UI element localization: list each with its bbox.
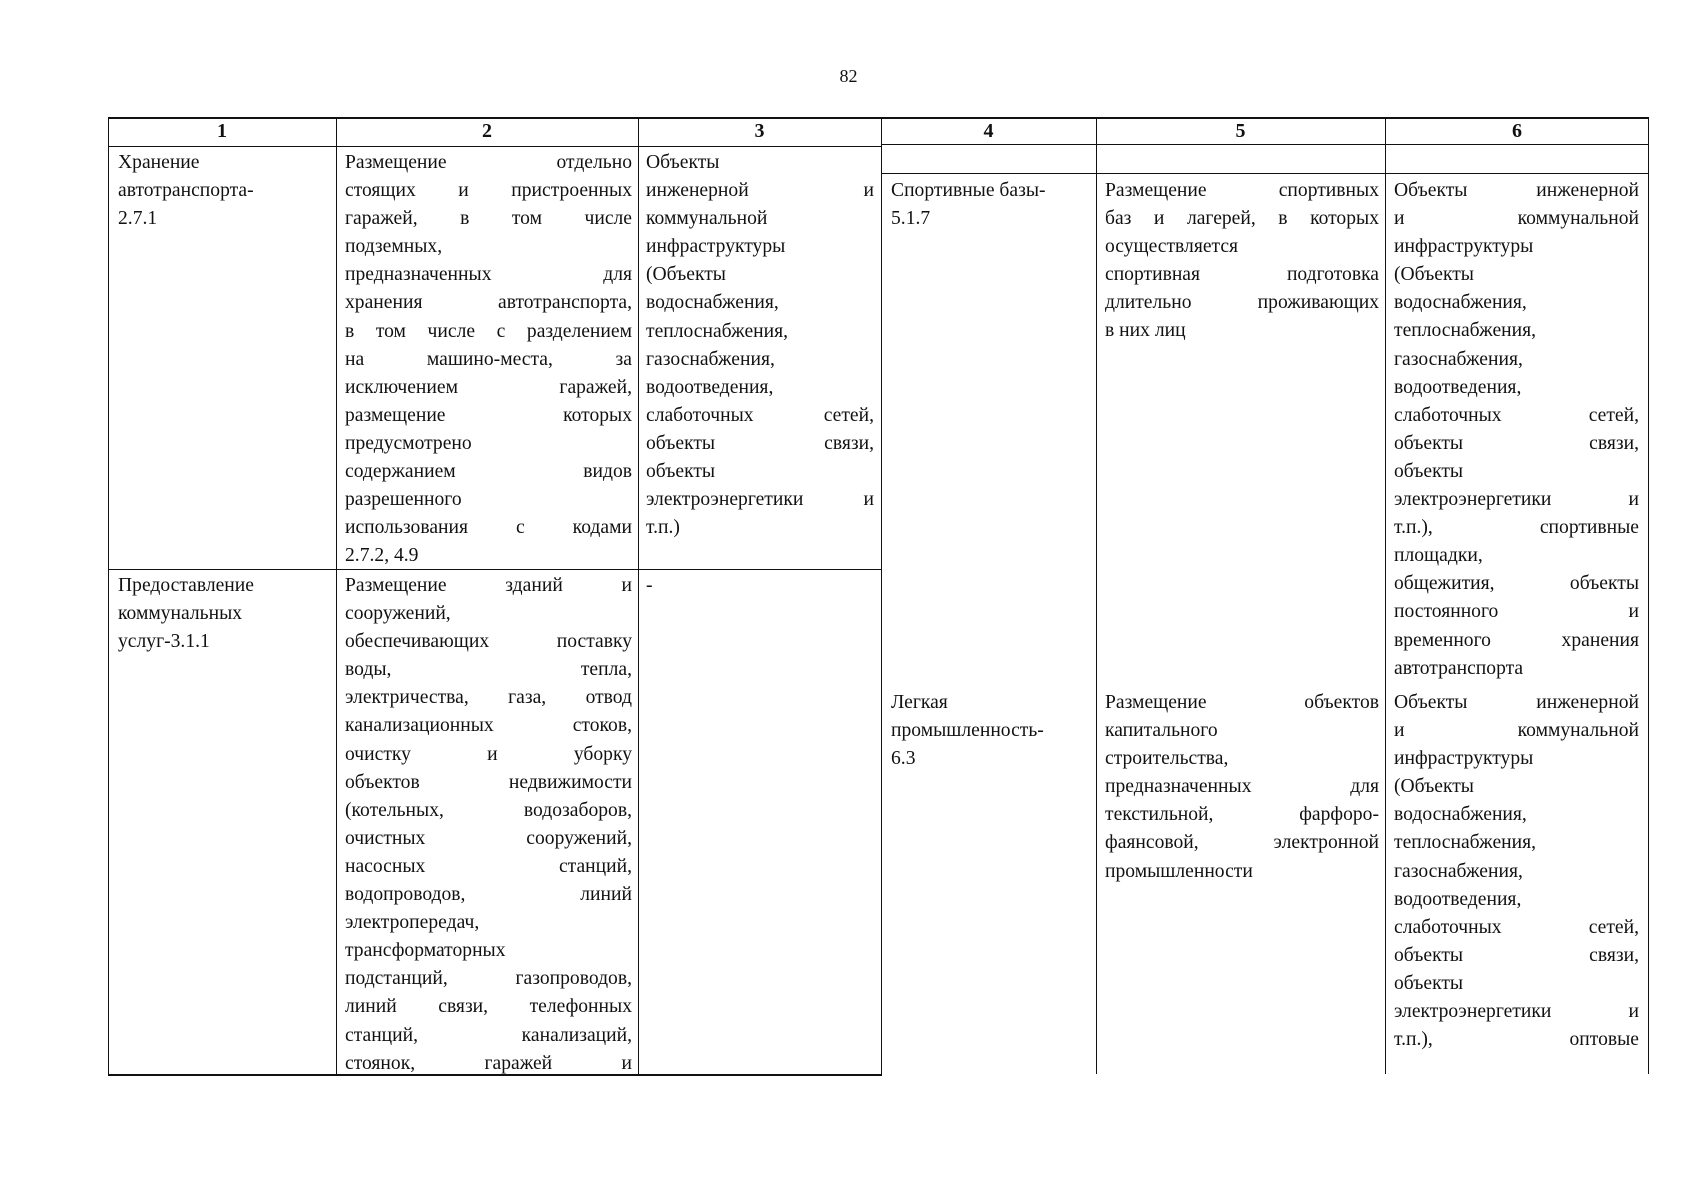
cell-line: водопроводов, линий — [345, 884, 632, 906]
cell-line: объектов недвижимости — [345, 771, 632, 793]
cell-line: Размещение зданий и — [345, 575, 632, 596]
cell-line: 2.7.2, 4.9 — [345, 545, 419, 567]
cell-line: сооружений, — [345, 603, 451, 625]
cell-line: теплоснабжения, — [1394, 320, 1537, 342]
cell-line: предназначенных для — [345, 264, 632, 286]
cell-line: Объекты — [646, 152, 720, 173]
row3-col4-cell — [891, 177, 1089, 233]
cell-line: длительно проживающих — [1105, 292, 1379, 314]
row1-col1-cell — [118, 149, 328, 233]
cell-line: автотранспорта — [1394, 657, 1524, 679]
col-border-0 — [108, 117, 109, 1076]
cell-line: стоящих и пристроенных — [345, 180, 632, 202]
page-number: 82 — [839, 66, 858, 86]
header-col-2: 2 — [482, 120, 492, 142]
cell-line: использования с кодами — [345, 517, 632, 539]
cell-line: обеспечивающих поставку — [345, 631, 632, 653]
cell-line: водоотведения, — [1394, 376, 1522, 398]
cell-line: (Объекты — [1394, 776, 1474, 798]
row4-col5-cell — [1105, 689, 1379, 886]
cell-line: 2.7.1 — [118, 208, 158, 230]
cell-line: т.п.) — [646, 517, 680, 539]
cell-line: Спортивные базы- — [891, 180, 1046, 201]
cell-line: промышленность- — [891, 720, 1044, 742]
cell-line: инженерной и — [646, 180, 874, 202]
cell-line: осуществляется — [1105, 236, 1239, 258]
cell-line: спортивная подготовка — [1105, 264, 1379, 286]
cell-line: промышленности — [1105, 860, 1253, 882]
cell-line: Размещение объектов — [1105, 692, 1379, 713]
cell-line: объекты связи, — [646, 432, 874, 454]
cell-line: т.п.), оптовые — [1394, 1029, 1639, 1051]
cell-line: текстильной, фарфоро- — [1105, 804, 1379, 826]
cell-line: гаражей, в том числе — [345, 208, 632, 230]
cell-line: водоснабжения, — [1394, 804, 1527, 826]
cell-line: электроэнергетики и — [1394, 489, 1639, 511]
cell-line: предусмотрено — [345, 432, 472, 454]
cell-line: строительства, — [1105, 748, 1229, 770]
cell-line: размещение которых — [345, 404, 632, 426]
cell-line: Объекты инженерной — [1394, 692, 1639, 713]
cell-line: объекты — [646, 461, 716, 483]
cell-line: стоянок, гаражей и — [345, 1052, 632, 1074]
cell-line: газоснабжения, — [1394, 860, 1523, 882]
cell-line: объекты — [1394, 460, 1464, 482]
cell-line: предназначенных для — [1105, 776, 1379, 798]
header-col-4: 4 — [983, 120, 994, 142]
cell-line: содержанием видов — [345, 461, 632, 483]
cell-line: автотранспорта- — [118, 180, 254, 202]
col-border-3 — [881, 117, 882, 1076]
cell-line: хранения автотранспорта, — [345, 292, 632, 314]
cell-line: в том числе с разделением — [345, 320, 632, 342]
header-col-3: 3 — [754, 120, 765, 142]
col-border-6 — [1648, 117, 1649, 1074]
cell-line: 6.3 — [891, 748, 916, 770]
cell-line: услуг-3.1.1 — [118, 631, 210, 653]
cell-line: слаботочных сетей, — [1394, 916, 1639, 938]
cell-line: газоснабжения, — [646, 348, 775, 370]
cell-line: временного хранения — [1394, 629, 1639, 651]
cell-line: на машино-места, за — [345, 348, 632, 370]
cell-line: в них лиц — [1105, 320, 1186, 342]
cell-line: канализационных стоков, — [345, 715, 632, 737]
cell-line: (котельных, водозаборов, — [345, 799, 632, 821]
row1-col2-cell — [345, 149, 632, 570]
cell-line: Размещение спортивных — [1105, 180, 1379, 201]
header-bottom-border-right — [881, 144, 1649, 145]
cell-line: линий связи, телефонных — [345, 996, 632, 1018]
cell-line: коммунальных — [118, 603, 243, 625]
cell-line: и коммунальной — [1394, 720, 1639, 742]
cell-line: общежития, объекты — [1394, 573, 1639, 595]
cell-line: электричества, газа, отвод — [345, 687, 632, 709]
cell-line: водоснабжения, — [1394, 292, 1527, 314]
cell-line: объекты связи, — [1394, 944, 1639, 966]
table-top-border — [108, 117, 1649, 119]
empty-row-bottom-border — [881, 173, 1649, 174]
row3-col5-cell — [1105, 177, 1379, 346]
cell-line: объекты — [1394, 972, 1464, 994]
cell-line: очистных сооружений, — [345, 827, 632, 849]
row2-col3-cell — [646, 572, 874, 600]
cell-line: постоянного и — [1394, 601, 1639, 623]
cell-line: коммунальной — [646, 208, 768, 230]
cell-line: инфраструктуры — [646, 236, 786, 258]
cell-line: станций, канализаций, — [345, 1024, 632, 1046]
cell-line: электропередач, — [345, 912, 480, 934]
cell-line: и коммунальной — [1394, 208, 1639, 230]
row2-col2-cell — [345, 572, 632, 1078]
cell-line: Легкая — [891, 692, 948, 713]
cell-line: (Объекты — [646, 264, 726, 286]
cell-line: площадки, — [1394, 545, 1483, 567]
cell-line: Объекты инженерной — [1394, 180, 1639, 201]
cell-line: водоотведения, — [1394, 888, 1522, 910]
col-border-4 — [1096, 117, 1097, 1074]
header-col-1: 1 — [217, 120, 227, 142]
cell-line: исключением гаражей, — [345, 376, 632, 398]
cell-line: разрешенного — [345, 489, 462, 511]
cell-line: фаянсовой, электронной — [1105, 832, 1379, 854]
cell-line: очистку и уборку — [345, 743, 632, 765]
cell-line: 5.1.7 — [891, 208, 931, 230]
cell-line: газоснабжения, — [1394, 348, 1523, 370]
row2-col1-cell — [118, 572, 328, 656]
cell-line: воды, тепла, — [345, 659, 632, 681]
col-border-2 — [638, 117, 639, 1076]
row3-col6-cell — [1394, 177, 1639, 683]
header-col-5: 5 — [1235, 120, 1246, 142]
cell-line: Размещение отдельно — [345, 152, 632, 173]
row4-col6-cell — [1394, 689, 1639, 1054]
row1-col3-cell — [646, 149, 874, 542]
cell-line: инфраструктуры — [1394, 236, 1534, 258]
cell-line: - — [646, 575, 653, 596]
cell-line: водоснабжения, — [646, 292, 779, 314]
cell-line: т.п.), спортивные — [1394, 517, 1639, 539]
cell-line: баз и лагерей, в которых — [1105, 208, 1379, 230]
col-border-5 — [1385, 117, 1386, 1074]
cell-line: Предоставление — [118, 575, 254, 596]
cell-line: теплоснабжения, — [646, 320, 789, 342]
row4-col4-cell — [891, 689, 1089, 773]
cell-line: водоотведения, — [646, 376, 774, 398]
cell-line: электроэнергетики и — [1394, 1001, 1639, 1023]
land-use-table — [108, 117, 1649, 1075]
cell-line: подстанций, газопроводов, — [345, 968, 632, 990]
cell-line: (Объекты — [1394, 264, 1474, 286]
cell-line: электроэнергетики и — [646, 489, 874, 511]
cell-line: слаботочных сетей, — [1394, 404, 1639, 426]
cell-line: подземных, — [345, 236, 443, 258]
cell-line: объекты связи, — [1394, 432, 1639, 454]
header-bottom-border-left — [108, 146, 881, 147]
cell-line: теплоснабжения, — [1394, 832, 1537, 854]
cell-line: насосных станций, — [345, 855, 632, 877]
cell-line: Хранение — [118, 152, 200, 173]
cell-line: капитального — [1105, 720, 1218, 742]
cell-line: трансформаторных — [345, 940, 506, 962]
cell-line: слаботочных сетей, — [646, 404, 874, 426]
cell-line: инфраструктуры — [1394, 748, 1534, 770]
col-border-1 — [336, 117, 337, 1076]
header-col-6: 6 — [1512, 120, 1522, 142]
